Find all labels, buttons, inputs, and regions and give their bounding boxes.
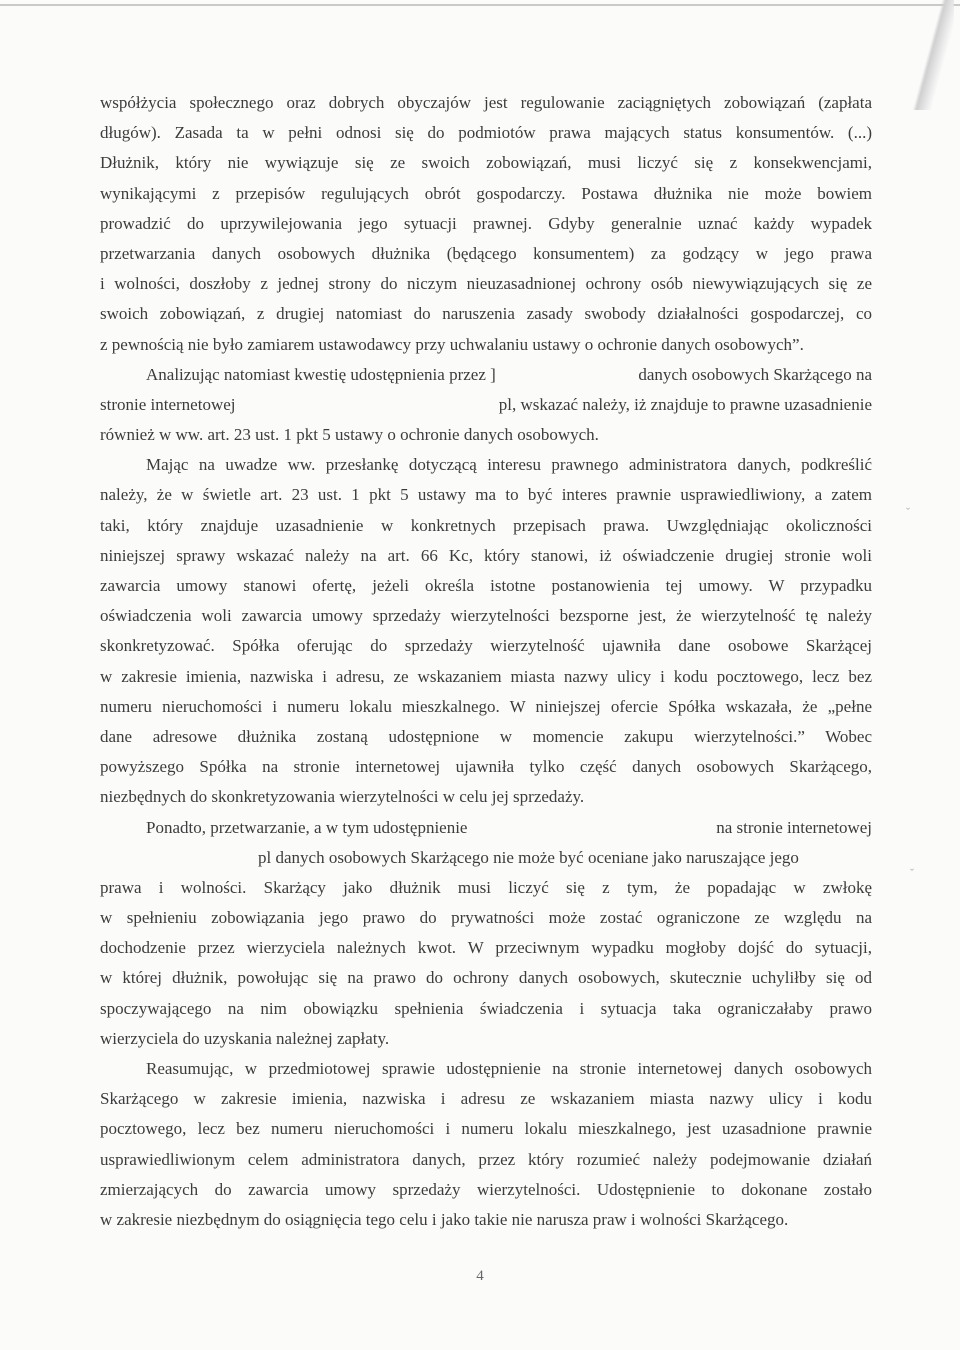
margin-mark: ˇ [910,866,914,880]
text-line: wynikającymi z przepisów regulujących obrót gospodarczy. Postawa dłużnika nie może bowiem [100,183,872,203]
text-segment: Ponadto, przetwarzanie, a w tym udostępnienie [146,817,468,837]
paragraph-line-redacted [100,390,872,420]
text-line: zawarcia umowy stanowi ofertę, jeżeli określa istotne postanowienia tej umowy. W przypadku [100,576,872,595]
text-line: w zakresie niezbędnym do osiągnięcia tego celu i jako takie nie narusza praw i wolności Skarżącego. [100,1209,789,1229]
text-segment: pl, wskazać należy, iż znajduje to prawne uzasadnienie [498,394,872,414]
text-line: Mając na uwadze ww. przesłankę dotyczącą interesu prawnego administratora danych, podkreślić [146,455,872,475]
text-line: należy, że w świetle art. 23 ust. 1 pkt 5 ustawy ma to być interes prawnie usprawiedliwiony, a zatem [100,485,872,505]
text-line: Skarżącego w zakresie imienia, nazwiska i adresu ze wskazaniem miasta nazwy ulicy i kodu [100,1089,872,1109]
text-line: taki, który znajduje uzasadnienie w konkretnych przepisach prawa. Uwzględniając okoliczności [100,515,872,535]
paragraph-line-redacted [100,843,872,873]
text-line: dane adresowe dłużnika zostaną udostępnione w momencie zakupu wierzytelności.” Wobec [100,726,872,746]
text-line: Reasumując, w przedmiotowej sprawie udostępnienie na stronie internetowej danych osobowych [146,1059,872,1078]
text-line: skonkretyzować. Spółka oferując do sprzedaży wierzytelność ujawniła dane osobowe Skarżącej [100,636,872,656]
text-line: usprawiedliwionym celem administratora danych, przez który rozumieć należy podejmowanie działań [100,1149,872,1169]
text-line: zmierzających do zawarcia umowy sprzedaży wierzytelności. Udostępnienie to dokonane zostało [100,1179,872,1199]
margin-mark: ˇ [906,505,910,519]
text-segment: stronie internetowej [100,394,236,414]
text-line: spoczywającego na nim obowiązku spełnienia świadczenia i sytuacja taka ograniczałaby prawo [100,998,872,1018]
text-line: Dłużnik, który nie wywiązuje się ze swoich zobowiązań, musi liczyć się z konsekwencjami, [100,153,872,173]
text-line: swoich zobowiązań, z drugiej natomiast do naruszenia zasady swobody działalności gospodarczej, co [100,304,872,324]
paragraph-line-redacted [100,813,872,843]
paragraph-line-redacted [100,360,872,390]
text-segment: danych osobowych Skarżącego na [638,364,872,384]
page-number: 4 [476,1268,484,1284]
text-line: powyższego Spółka na stronie internetowej ujawniła tylko część danych osobowych Skarżącego, [100,757,872,777]
text-line: wierzyciela do uzyskania należnej zapłaty. [100,1028,390,1048]
text-line: współżycia społecznego oraz dobrych obyczajów jest regulowanie zaciągniętych zobowiązań (zapłata [100,93,872,112]
text-line: oświadczenia woli zawarcia umowy sprzedaży wierzytelności bezsporne jest, że wierzytelność tę należy [100,606,872,626]
text-segment: Analizując natomiast kwestię udostępnienia przez ] [146,364,496,384]
text-line: numeru nieruchomości i numeru lokalu mieszkalnego. W niniejszej ofercie Spółka wskazała, że „pełne [100,696,872,716]
text-line: pocztowego, lecz bez numeru nieruchomości i numeru lokalu mieszkalnego, jest uzasadnione prawnie [100,1119,872,1139]
scan-edge-top [0,4,960,6]
text-line: dochodzenie przez wierzyciela należnych kwot. W przeciwnym wypadku mogłoby dojść do sytuacji, [100,938,872,958]
text-line: niniejszej sprawy wskazać należy na art. 66 Kc, który stanowi, iż oświadczenie drugiej stronie woli [100,545,872,565]
text-segment: pl danych osobowych Skarżącego nie może być oceniane jako naruszające jego [258,847,799,867]
text-line: niezbędnych do skonkretyzowania wierzytelności w celu jej sprzedaży. [100,787,585,807]
text-line: długów). Zasada ta w pełni odnosi się do podmiotów prawa mających status konsumentów. (...) [100,123,872,143]
text-line: w zakresie imienia, nazwiska i adresu, ze wskazaniem miasta nazwy ulicy i kodu pocztowego, lecz bez [100,666,872,686]
text-line: i wolności, doszłoby z jednej strony do niczym nieuzasadnionej ochrony osób niewywiązujących się ze [100,274,872,294]
text-line: przetwarzania danych osobowych dłużnika (będącego konsumentem) za godzący w jego prawa [100,243,872,263]
text-line: prawa i wolności. Skarżący jako dłużnik musi liczyć się z tym, że popadając w zwłokę [100,877,872,897]
text-line: również w ww. art. 23 ust. 1 pkt 5 ustawy o ochronie danych osobowych. [100,425,599,445]
text-line: z pewnością nie było zamiarem ustawodawcy przy uchwalaniu ustawy o ochronie danych osobowych”. [100,334,804,354]
scan-fold-corner [908,0,954,110]
text-segment: na stronie internetowej [716,817,872,837]
document-body [100,88,872,1235]
text-line: prowadzić do uprzywilejowania jego sytuacji prawnej. Gdyby generalnie uznać każdy wypadek [100,213,872,233]
text-line: w spełnieniu zobowiązania jego prawo do prywatności może zostać ograniczone ze względu na [100,908,872,928]
text-line: w której dłużnik, powołując się na prawo do ochrony danych osobowych, skutecznie uchyliłby się od [100,968,872,988]
